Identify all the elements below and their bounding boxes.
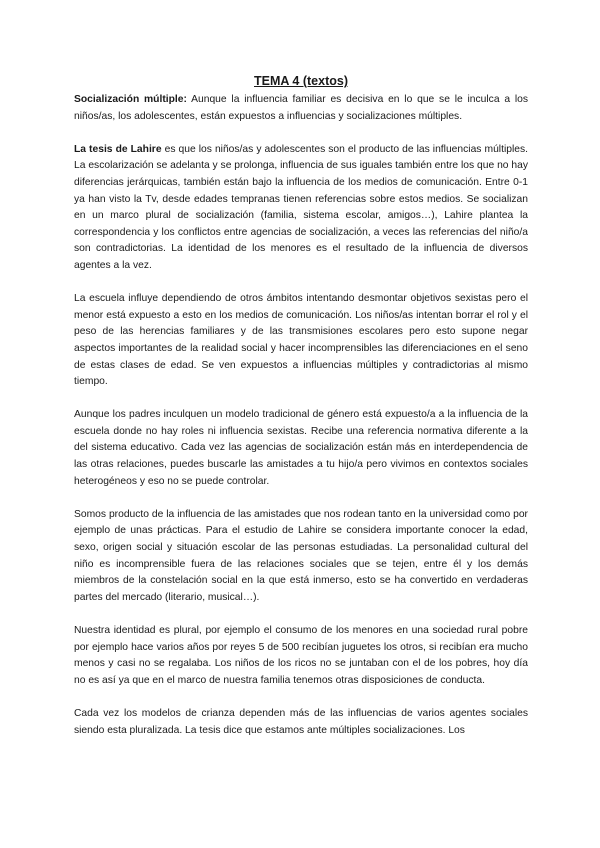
paragraph-text: Aunque la influencia familiar es decisiva en lo que se le inculca a los niños/as, los adolescentes, están expuestos a influencias y socializaciones múltiples. [74,94,528,122]
paragraph-lead: Socialización múltiple: [74,94,187,105]
paragraph-text: Cada vez los modelos de crianza dependen más de las influencias de varios agentes sociales siendo esta pluralizada. La tesis dice que estamos ante múltiples socializaciones. Los [74,707,528,736]
document-body [74,72,528,756]
document-title: TEMA 4 (textos) [254,74,348,88]
paragraph-amistades [74,507,528,607]
paragraph-socializacion-multiple [74,92,528,125]
paragraph-modelos-crianza [74,706,528,739]
paragraph-lead: La tesis de Lahire [74,143,162,155]
paragraph-tesis-lahire [74,142,528,275]
paragraph-text: es que los niños/as y adolescentes son el producto de las influencias múltiples. La escolarización se adelanta y se prolonga, influencia de sus iguales también entre los que no hay diferencias jerárquicas, también están bajo la influencia de los medios de comunicación. Entre 0-1 ya han visto la Tv, desde edades tempranas tienen referencias sobre estos medios. Se socializan en un marco plural de socialización (familia, sistema escolar, amigos…), Lahire plantea la correspondencia y los conflictos entre agencias de socialización, a veces las referencias del niño/a son contradictorias. La identidad de los menores es el resultado de la influencia de diversos agentes a la vez. [74,143,528,271]
paragraph-text: Aunque los padres inculquen un modelo tradicional de género está expuesto/a a la influencia de la escuela donde no hay roles ni influencia sexistas. Recibe una referencia normativa diferente a la del sistema educativo. Cada vez las agencias de socialización están más en interdependencia de las otras relaciones, puedes buscarle las amistades a tu hijo/a pero vivimos en contextos sociales heterogéneos y eso no se puede controlar. [74,409,528,487]
paragraph-text: Somos producto de la influencia de las amistades que nos rodean tanto en la universidad como por ejemplo de unas prácticas. Para el estudio de Lahire se considera importante conocer la edad, sexo, origen social y situación escolar de las personas estudiadas. La personalidad cultural del niño es incomprensible fuera de las relaciones sociales que se tejen, entre él y los demás miembros de la constelación social en la que está inmerso, esto se ha convertido en verdaderas partes del mercado (literario, musical…). [74,508,528,603]
paragraph-text: La escuela influye dependiendo de otros ámbitos intentando desmontar objetivos sexistas pero el menor está expuesto a esto en los medios de comunicación. Los niños/as intentan borrar el rol y el peso de las herencias familiares y de las transmisiones escolares pero esto supone negar aspectos importantes de la realidad social y hacer incomprensibles las diferenciaciones en el seno de estas clases de edad. Se ven expuestos a influencias múltiples y contradictorias al mismo tiempo. [74,293,528,388]
paragraph-text: Nuestra identidad es plural, por ejemplo el consumo de los menores en una sociedad rural pobre por ejemplo hace varios años por reyes 5 de 500 recibían juguetes los otros, si recibían era mucho menos y casi no se regalaba. Los niños de los ricos no se juntaban con el de los pobres, hoy día no es así ya que en el marco de nuestra familia tenemos otras disposiciones de conducta. [74,625,528,686]
paragraph-padres [74,407,528,490]
paragraph-escuela [74,291,528,391]
paragraph-identidad-plural [74,623,528,689]
